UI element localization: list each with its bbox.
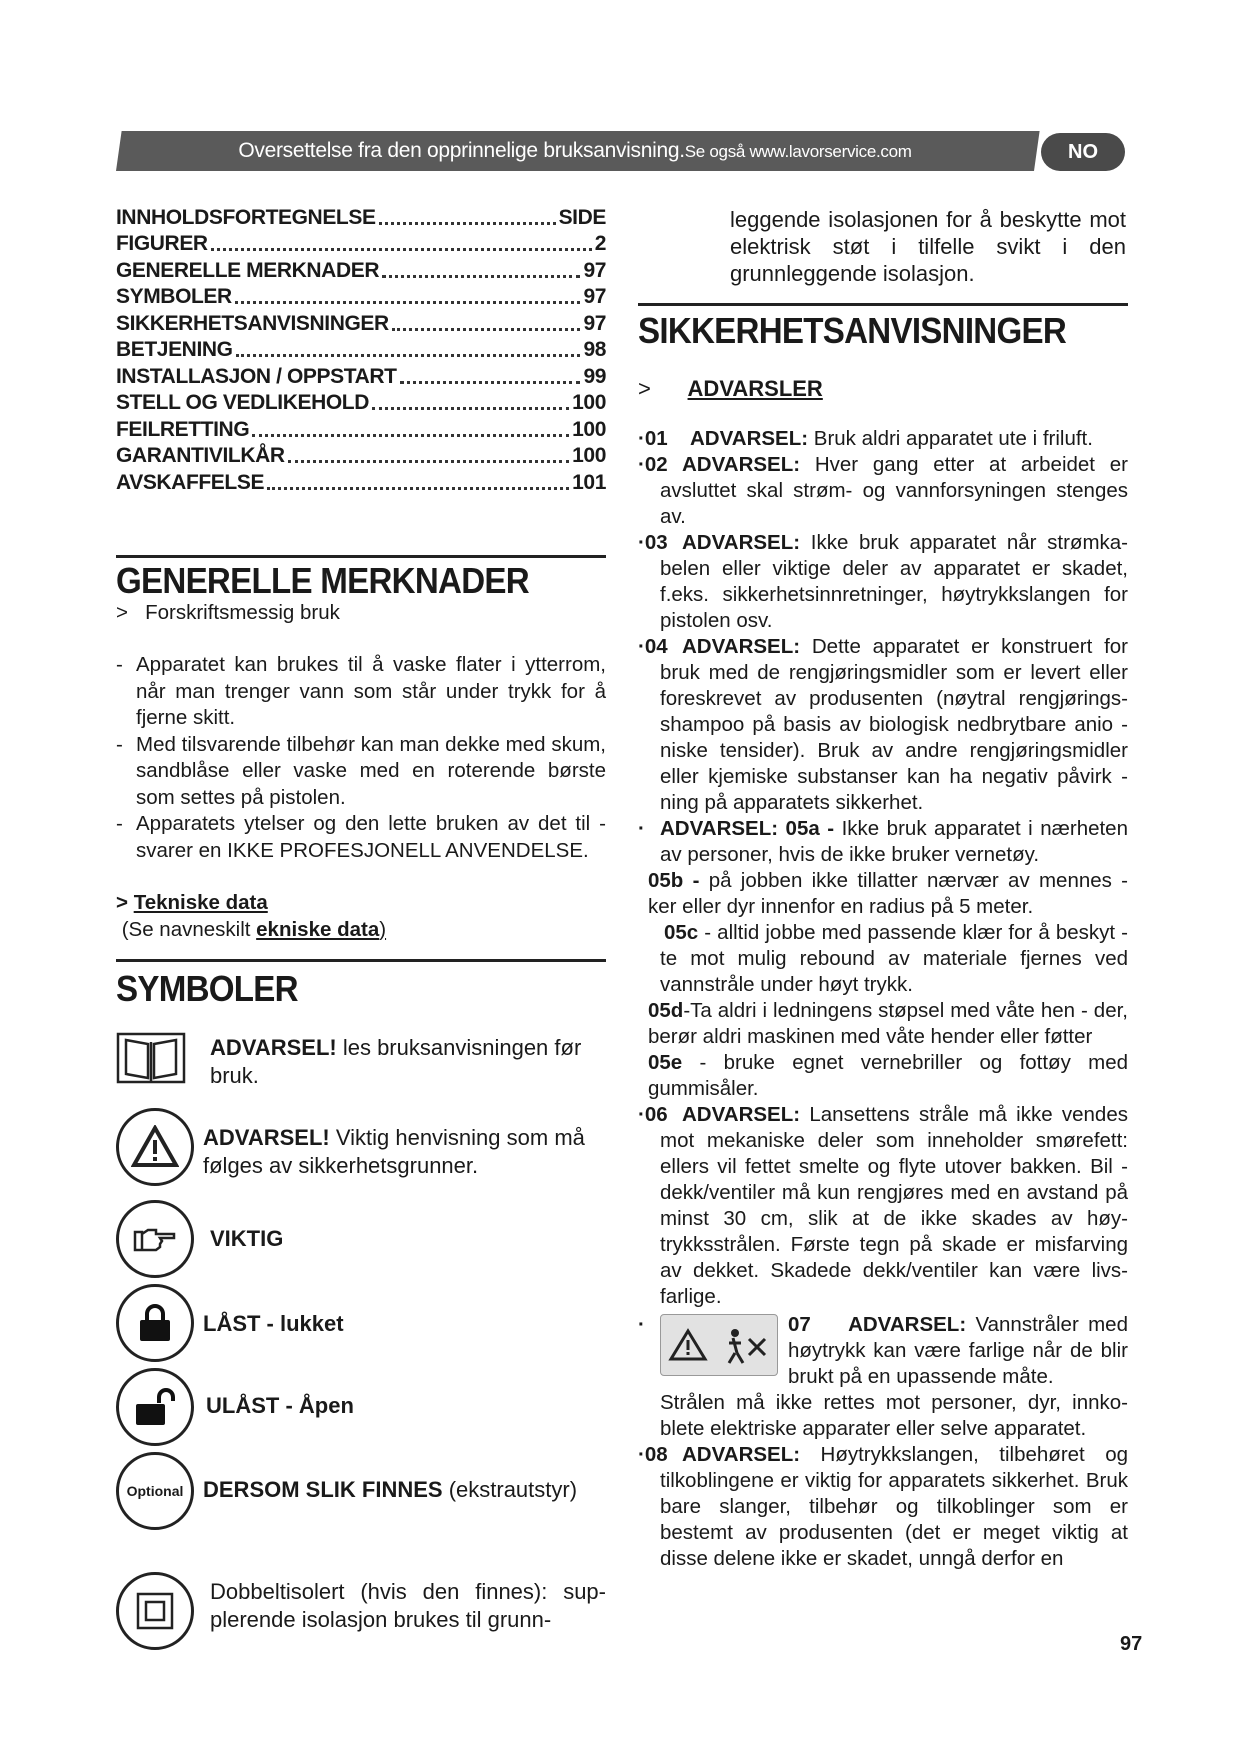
list-item: ·02 ADVARSEL: Hver gang etter at arbeidet er avsluttet skal strøm- og vannforsyningen stenges av. — [638, 453, 1128, 528]
symbol-text: ADVARSEL! Viktig henvisning som må følges av sikkerhetsgrunner. — [203, 1125, 585, 1178]
double-insulation-icon — [116, 1572, 194, 1650]
toc-title: BETJENING — [116, 338, 233, 361]
table-of-contents — [116, 204, 606, 496]
section-heading-symbols: SYMBOLER — [116, 968, 298, 1009]
toc-title: STELL OG VEDLIKEHOLD — [116, 391, 369, 414]
page-number: 97 — [1120, 1633, 1143, 1655]
list-item: - Apparatet kan brukes til å vaske flater i ytterrom, når man trenger vann som står under trykk for å fjerne skitt. — [116, 653, 606, 729]
list-item: 05e - bruke egnet vernebriller og fottøy med gummisåler. — [648, 1051, 1128, 1100]
toc-title: SIKKERHETSANVISNINGER — [116, 311, 389, 335]
toc-row[interactable] — [116, 443, 606, 470]
list-item: ·01 ADVARSEL: Bruk aldri apparatet ute i friluft. — [638, 427, 1093, 450]
list-item: · ADVARSEL: 05a - Ikke bruk apparatet i nærheten av personer, hvis de ikke bruker vernetøy. — [638, 817, 1128, 866]
list-item: 05b - på jobben ikke tillatter nærvær av mennes - ker eller dyr innenfor en radius på 5 meter. — [648, 869, 1128, 918]
toc-page: 2 — [594, 232, 606, 255]
high-pressure-warning-icon — [660, 1314, 778, 1376]
toc-title: INNHOLDSFORTEGNELSE — [116, 205, 376, 229]
symbol-text: VIKTIG — [210, 1226, 284, 1251]
toc-leader — [382, 275, 580, 278]
manual-book-icon — [116, 1032, 186, 1093]
toc-title: GARANTIVILKÅR — [116, 444, 285, 467]
toc-page: 100 — [572, 391, 606, 414]
toc-row[interactable] — [116, 231, 606, 258]
toc-leader — [372, 407, 569, 410]
toc-leader — [211, 248, 592, 251]
toc-leader — [235, 301, 581, 304]
toc-title: AVSKAFFELSE — [116, 470, 265, 494]
toc-page: 100 — [572, 417, 606, 441]
toc-leader — [267, 487, 569, 490]
warnings-list — [638, 426, 1128, 1572]
toc-row[interactable] — [116, 390, 606, 417]
section-heading-general: GENERELLE MERKNADER — [116, 560, 529, 601]
list-item: 05c - alltid jobbe med passende klær for å beskyt - te mot mulig rebound av materiale fjernes ved vannstråle under høyt trykk. — [660, 921, 1128, 996]
list-item: - Med tilsvarende tilbehør kan man dekke med skum, sandblåse eller vaske med en roterende børste som settes på pistolen. — [116, 732, 606, 809]
optional-icon: Optional — [116, 1452, 194, 1530]
toc-leader — [392, 328, 581, 331]
toc-page: SIDE — [558, 205, 606, 229]
technical-data: > Tekniske data (Se navneskilt ekniske data) — [116, 891, 387, 941]
list-item: 05d-Ta aldri i ledningens støpsel med våte hen - der, berør aldri maskinen med våte hender eller føtter — [648, 999, 1128, 1048]
pointing-hand-icon — [116, 1200, 194, 1278]
list-item: ·03 ADVARSEL: Ikke bruk apparatet når strømka- belen eller viktige deler av apparatet er skadet, f.eks. sikkerhetsinnretninger, høytrykkslangen for pistolen osv. — [638, 531, 1128, 632]
toc-row[interactable] — [116, 337, 606, 364]
toc-page: 97 — [583, 311, 606, 335]
list-item: ·04 ADVARSEL: Dette apparatet er konstruert for bruk med de rengjøringsmidler som er levert eller foreskrevet av produsenten (nøytral rengjørings- shampoo på basis av biologisk nedbrytbare anio - niske tensider). Bruk av andre rengjøringsmidler eller kjemiske substanser kan ha negativ påvirk - ning på apparatets sikkerhet. — [638, 635, 1128, 814]
symbol-text: ADVARSEL! les bruksanvisningen før bruk. — [210, 1035, 582, 1088]
list-item: - Apparatets ytelser og den lette bruken av det til - svarer en IKKE PROFESJONELL ANVENDELSE. — [116, 812, 606, 862]
technical-data-link[interactable]: Tekniske data — [133, 891, 268, 914]
toc-page: 101 — [572, 470, 606, 494]
toc-page: 97 — [583, 285, 606, 308]
toc-row[interactable] — [116, 469, 606, 496]
warning-icon — [116, 1108, 194, 1186]
toc-title: SYMBOLER — [116, 285, 232, 308]
general-bullets — [116, 652, 606, 864]
toc-row[interactable] — [116, 310, 606, 337]
toc-title: FIGURER — [116, 232, 208, 255]
toc-page: 98 — [583, 338, 606, 361]
toc-leader — [288, 460, 570, 463]
symbol-text: ULÅST - Åpen — [206, 1393, 354, 1418]
symbol-text: DERSOM SLIK FINNES (ekstrautstyr) — [203, 1477, 578, 1502]
toc-leader — [379, 222, 556, 225]
toc-leader — [252, 434, 569, 437]
list-item: ·06 ADVARSEL: Lansettens stråle må ikke vendes mot mekaniske deler som inneholder smørefett: ellers vil fettet smelte og flyte utover bakken. Bil - dekk/ventiler må kun rengjøres med en avstand på minst 30 cm, slik at de ikke skades av høy- trykksstrålen. Første tegn på skade er misfarving av dekket. Skadede dekk/ventiler kan være livs- farlige. — [638, 1103, 1128, 1308]
toc-row[interactable] — [116, 416, 606, 443]
toc-row[interactable] — [116, 284, 606, 311]
warnings-subheading: > ADVARSLER — [638, 376, 823, 401]
toc-page: 100 — [572, 444, 606, 467]
list-item: ·08 ADVARSEL: Høytrykkslangen, tilbehøret og tilkoblingene er viktig for apparatets sikkerhet. Bruk bare slanger, tilbehør og tilkoblinger som er bestemt av produsenten (det er meget viktig at disse delene ikke er skadet, unngå derfor en — [638, 1443, 1128, 1570]
language-badge: NO — [1041, 133, 1125, 171]
toc-row[interactable] — [116, 257, 606, 284]
general-sub: > Forskriftsmessig bruk — [116, 601, 340, 624]
header-text: Oversettelse fra den opprinnelige bruksanvisning.Se også www.lavorservice.com — [238, 139, 912, 162]
symbol-text: LÅST - lukket — [203, 1311, 344, 1336]
unlock-icon — [116, 1368, 194, 1446]
section-rule — [638, 303, 1128, 306]
lock-icon — [116, 1284, 194, 1362]
toc-page: 99 — [583, 364, 606, 388]
symbol-text: Dobbeltisolert (hvis den finnes): sup- plerende isolasjon brukes til grunn- — [210, 1579, 606, 1632]
toc-title: FEILRETTING — [116, 417, 250, 441]
toc-page: 97 — [583, 258, 606, 282]
toc-leader — [400, 381, 581, 384]
list-item: · 07 ADVARSEL: Vannstråler med høytrykk kan være farlige når de blir brukt på en upassende måte. Strålen må ikke rettes mot personer, dyr, innko- blete elektriske apparater eller selve apparatet. — [638, 1313, 1128, 1440]
toc-title: GENERELLE MERKNADER — [116, 258, 380, 282]
toc-title: INSTALLASJON / OPPSTART — [116, 364, 397, 388]
toc-row[interactable] — [116, 363, 606, 390]
section-heading-safety: SIKKERHETSANVISNINGER — [638, 310, 1067, 351]
section-rule — [116, 959, 606, 962]
insulation-continuation: leggende isolasjonen for å beskytte mot elektrisk støt i tilfelle svikt i den grunnleggende isolasjon. — [730, 207, 1126, 286]
section-rule — [116, 555, 606, 558]
toc-row[interactable] — [116, 204, 606, 231]
toc-leader — [236, 354, 581, 357]
